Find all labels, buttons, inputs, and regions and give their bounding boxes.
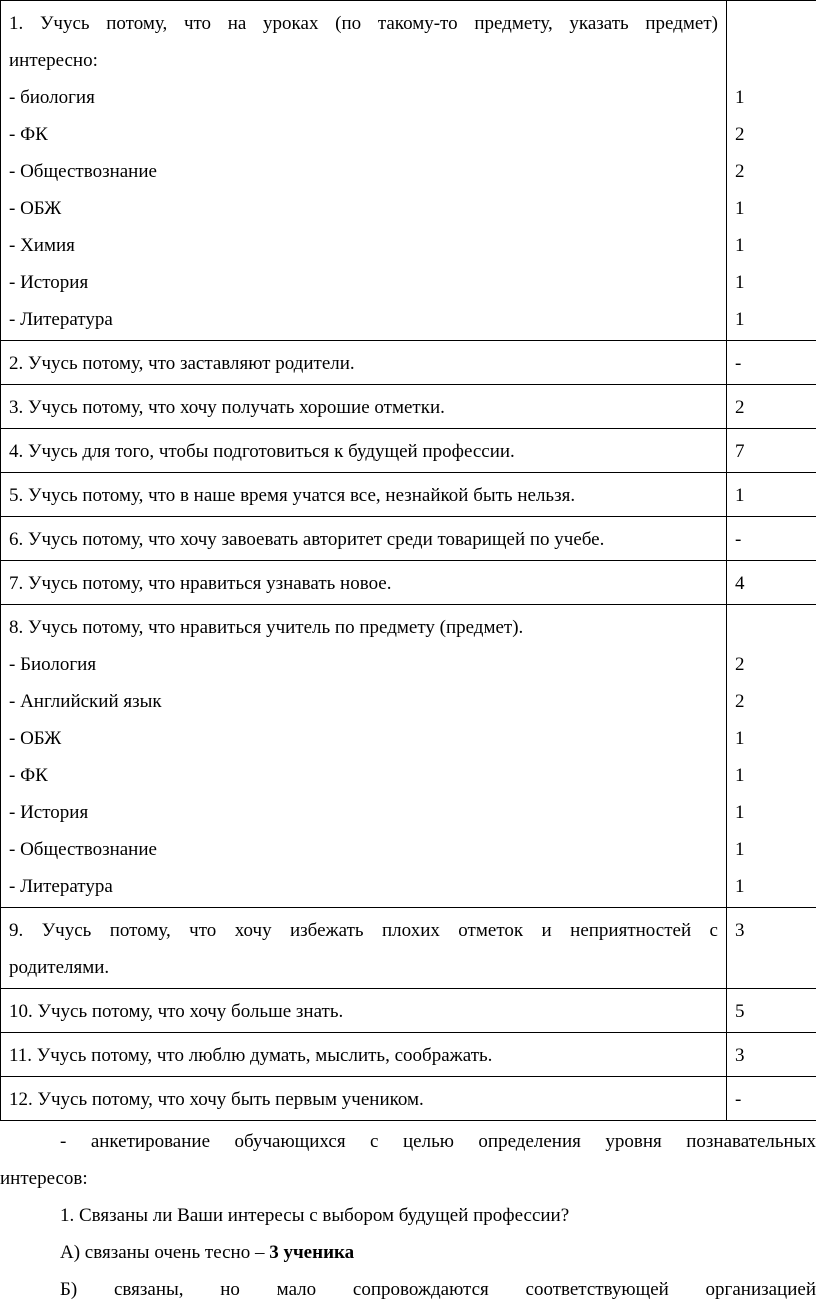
answer-a-count: 3 ученика	[269, 1242, 354, 1263]
paragraph-intro: - анкетирование обучающихся с целью определения уровня познавательных	[0, 1123, 816, 1160]
count-value: -	[727, 1077, 816, 1121]
body-text	[0, 1123, 816, 1308]
list-item: - Литература	[9, 868, 718, 905]
question-text-cont: родителями.	[9, 949, 718, 986]
paragraph-intro-cont: интересов:	[0, 1160, 816, 1197]
list-item: - Английский язык	[9, 683, 718, 720]
answer-a	[0, 1234, 816, 1271]
answer-b: Б) связаны, но мало сопровождаются соответствующей организацией	[0, 1271, 816, 1308]
list-item: - История	[9, 794, 718, 831]
question-text-cont: интересно:	[9, 42, 718, 79]
count-value: 1	[735, 301, 815, 338]
question-text: 11. Учусь потому, что люблю думать, мыслить, соображать.	[1, 1033, 727, 1077]
list-item: - биология	[9, 79, 718, 116]
table-row-q3	[1, 385, 816, 429]
list-item: - Химия	[9, 227, 718, 264]
answer-a-text: А) связаны очень тесно –	[60, 1242, 269, 1263]
count-value: 7	[727, 429, 816, 473]
list-item: - Обществознание	[9, 831, 718, 868]
question-cell	[1, 605, 727, 908]
count-value: 1	[735, 190, 815, 227]
table-row-q5	[1, 473, 816, 517]
count-value: 1	[735, 79, 815, 116]
count-value: 1	[735, 794, 815, 831]
table-row-q10	[1, 989, 816, 1033]
question-text: 2. Учусь потому, что заставляют родители.	[1, 341, 727, 385]
table-row-q6	[1, 517, 816, 561]
count-value: 4	[727, 561, 816, 605]
count-value: 2	[735, 116, 815, 153]
count-value: 1	[735, 868, 815, 905]
count-value: 1	[735, 757, 815, 794]
count-value: 3	[727, 1033, 816, 1077]
question-text: 6. Учусь потому, что хочу завоевать авторитет среди товарищей по учебе.	[1, 517, 727, 561]
table-row-q9	[1, 908, 816, 989]
list-item: - Обществознание	[9, 153, 718, 190]
count-value: 5	[727, 989, 816, 1033]
count-value: 3	[727, 908, 816, 989]
question-cell	[1, 908, 727, 989]
count-value: -	[727, 341, 816, 385]
question-paragraph: 1. Связаны ли Ваши интересы с выбором будущей профессии?	[0, 1197, 816, 1234]
table-row-q12	[1, 1077, 816, 1121]
question-text: 7. Учусь потому, что нравиться узнавать новое.	[1, 561, 727, 605]
count-cell	[727, 1, 816, 341]
count-cell	[727, 605, 816, 908]
count-value: 1	[735, 720, 815, 757]
list-item: - Биология	[9, 646, 718, 683]
question-cell	[1, 1, 727, 341]
count-value: 1	[735, 831, 815, 868]
count-value: 1	[735, 264, 815, 301]
question-text: 3. Учусь потому, что хочу получать хорошие отметки.	[1, 385, 727, 429]
list-item: - Литература	[9, 301, 718, 338]
question-text: 4. Учусь для того, чтобы подготовиться к будущей профессии.	[1, 429, 727, 473]
question-text: 1. Учусь потому, что на уроках (по такому-то предмету, указать предмет)	[9, 5, 718, 42]
question-text: 8. Учусь потому, что нравиться учитель по предмету (предмет).	[9, 609, 718, 646]
count-value: 2	[735, 683, 815, 720]
list-item: - ФК	[9, 116, 718, 153]
list-item: - ОБЖ	[9, 720, 718, 757]
question-text: 12. Учусь потому, что хочу быть первым учеником.	[1, 1077, 727, 1121]
question-text: 10. Учусь потому, что хочу больше знать.	[1, 989, 727, 1033]
table-row-q11	[1, 1033, 816, 1077]
count-value: 1	[727, 473, 816, 517]
count-value: 1	[735, 227, 815, 264]
list-item: - ФК	[9, 757, 718, 794]
count-value: 2	[727, 385, 816, 429]
question-text: 5. Учусь потому, что в наше время учатся все, незнайкой быть нельзя.	[1, 473, 727, 517]
table-row-q8	[1, 605, 816, 908]
table-row-q7	[1, 561, 816, 605]
list-item: - История	[9, 264, 718, 301]
table-row-q2	[1, 341, 816, 385]
count-value: -	[727, 517, 816, 561]
question-text: 9. Учусь потому, что хочу избежать плохих отметок и неприятностей с	[9, 912, 718, 949]
table-row-q1	[1, 1, 816, 341]
count-value: 2	[735, 153, 815, 190]
count-value: 2	[735, 646, 815, 683]
table-row-q4	[1, 429, 816, 473]
list-item: - ОБЖ	[9, 190, 718, 227]
